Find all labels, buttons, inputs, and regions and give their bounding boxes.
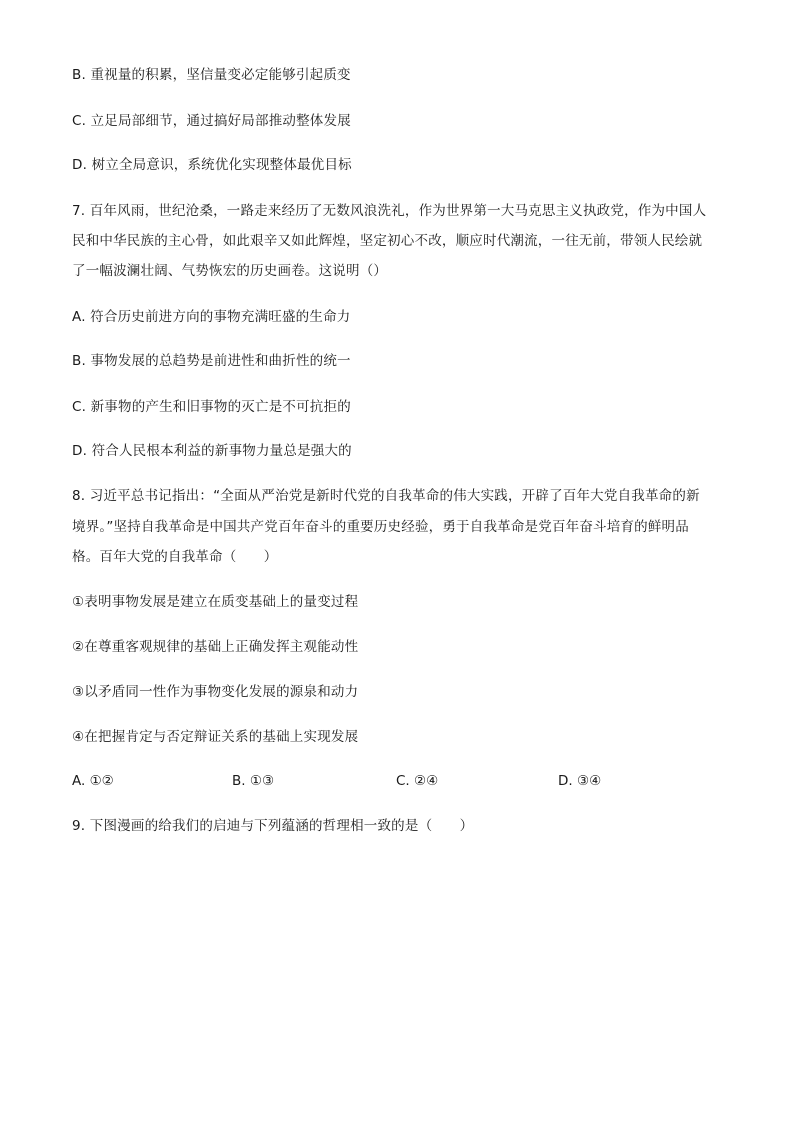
q7-stem-line-3: 了一幅波澜壮阔、气势恢宏的历史画卷。这说明（）	[72, 263, 388, 279]
q8-choice-c: C. ②④	[396, 773, 439, 789]
q8-choice-b: B. ①③	[232, 773, 275, 789]
q8-stem-line-2: 境界。”坚持自我革命是中国共产党百年奋斗的重要历史经验，勇于自我革命是党百年奋斗培育的鲜明品	[72, 519, 689, 535]
q8-statement-2: ②在尊重客观规律的基础上正确发挥主观能动性	[72, 639, 359, 655]
q6-option-b: B. 重视量的积累，坚信量变必定能够引起质变	[72, 67, 351, 83]
q6-option-d: D. 树立全局意识，系统优化实现整体最优目标	[72, 157, 352, 173]
q8-choices	[72, 772, 732, 790]
q8-statement-3: ③以矛盾同一性作为事物变化发展的源泉和动力	[72, 684, 359, 700]
q8-statement-4: ④在把握肯定与否定辩证关系的基础上实现发展	[72, 729, 359, 745]
q7-stem-line-2: 民和中华民族的主心骨，如此艰辛又如此辉煌，坚定初心不改，顺应时代潮流，一往无前，带领人民绘就	[72, 233, 703, 249]
q8-stem-line-1: 8. 习近平总书记指出：“全面从严治党是新时代党的自我革命的伟大实践，开辟了百年大党自我革命的新	[72, 488, 700, 504]
q8-choice-a: A. ①②	[72, 773, 114, 789]
q7-stem-line-1: 7. 百年风雨，世纪沧桑，一路走来经历了无数风浪洗礼，作为世界第一大马克思主义执政党，作为中国人	[72, 203, 707, 219]
q8-stem-line-3: 格。百年大党的自我革命（ ）	[72, 549, 278, 565]
q7-option-a: A. 符合历史前进方向的事物充满旺盛的生命力	[72, 309, 351, 325]
q6-option-c: C. 立足局部细节，通过搞好局部推动整体发展	[72, 113, 351, 129]
q7-option-c: C. 新事物的产生和旧事物的灭亡是不可抗拒的	[72, 399, 351, 415]
q9-stem: 9. 下图漫画的给我们的启迪与下列蕴涵的哲理相一致的是（ ）	[72, 818, 474, 834]
q7-option-d: D. 符合人民根本利益的新事物力量总是强大的	[72, 443, 352, 459]
q8-statement-1: ①表明事物发展是建立在质变基础上的量变过程	[72, 594, 359, 610]
q7-option-b: B. 事物发展的总趋势是前进性和曲折性的统一	[72, 353, 351, 369]
q8-choice-d: D. ③④	[558, 773, 602, 789]
